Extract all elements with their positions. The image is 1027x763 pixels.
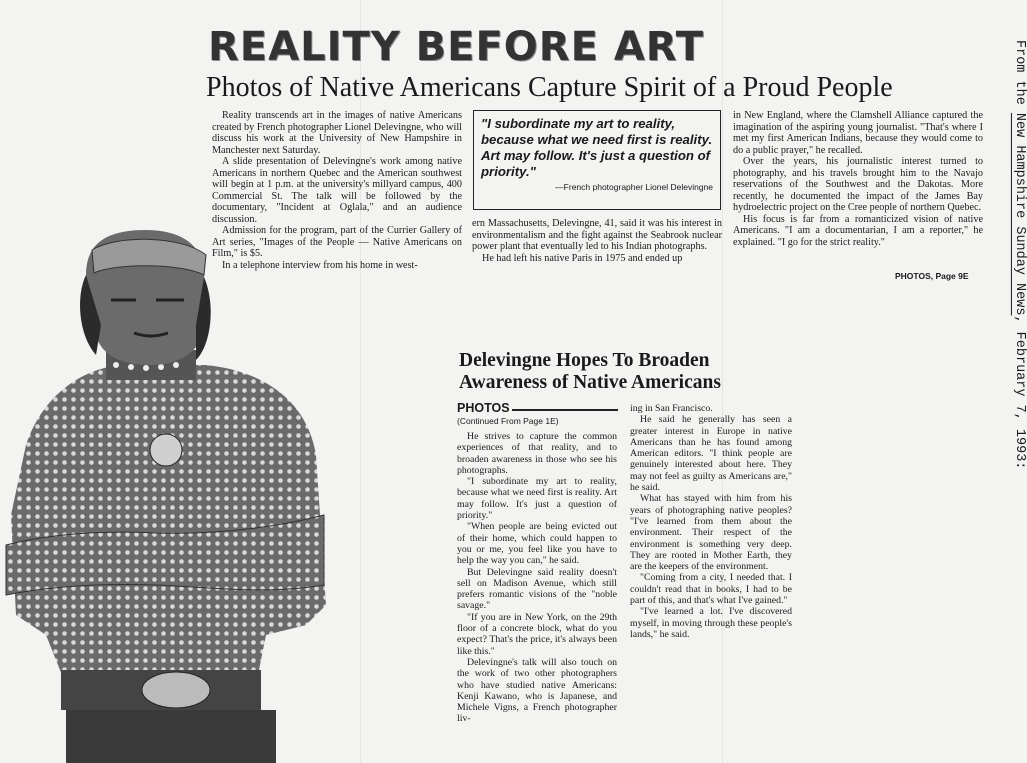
paragraph: He said he generally has seen a greater interest in Europe in native Americans than he has found among American editors. "I think people are genuinely interested about here. They may not feel as guilty as Americans are," he said. [630, 414, 792, 494]
kicker-title: REALITY BEFORE ART [208, 24, 705, 70]
paragraph: A slide presentation of Delevingne's work among native Americans in northern Quebec and the American southwest will begin at 1 p.m. at the university's millyard campus, 400 Commercial St. The talk will be followed by the documentary, "Incident at Oglala," and an audience discussion. [212, 156, 462, 225]
jump-line: PHOTOS, Page 9E [895, 271, 969, 281]
source-prefix: From the [1012, 40, 1027, 113]
subheadline: Delevingne Hopes To Broaden Awareness of Native Americans [459, 350, 721, 393]
paragraph: His focus is far from a romanticized vision of native Americans. "I am a documentarian, I am a reporter," he explained. "I go for the strict reality." [733, 213, 983, 248]
paragraph: "If you are in New York, on the 29th floor of a concrete block, what do you expect? That's the price, it's always been like this." [457, 611, 617, 657]
continued-column-left [457, 431, 617, 725]
paragraph: Delevingne's talk will also touch on the work of two other photographers who have studied native Americans: Kenji Kawano, who is Japanese, and Michele Vigns, a French photographer liv- [457, 656, 617, 725]
paragraph: Admission for the program, part of the Currier Gallery of Art series, "Images of the People — Native Americans on Film," is $5. [212, 225, 462, 259]
paragraph: Over the years, his journalistic interest turned to photography, and his travels brought him to the Navajo reservations of the Southwest and the Dakotas. More recently, he documented the impact of the James Bay hydroelectric project on the Cree people of northern Quebec. [733, 156, 983, 213]
paragraph: "When people are being evicted out of their home, which could happen to you or me, you feel like you have to help the way you can," he said. [457, 521, 617, 567]
right-column [733, 110, 983, 248]
pull-quote [473, 110, 721, 210]
source-date: , February 7, 1993: [1012, 315, 1027, 470]
paragraph: "Coming from a city, I needed that. I couldn't read that in books, I had to be part of this, and that's what I've gained." [630, 572, 792, 607]
paragraph: "I subordinate my art to reality, because what we need first is reality. Art may follow. It's just a question of priority." [457, 476, 617, 522]
continued-from: (Continued From Page 1E) [457, 416, 559, 426]
middle-column [472, 218, 722, 264]
paragraph: ing in San Francisco. [630, 403, 713, 414]
paragraph: Reality transcends art in the images of native Americans created by French photographer Lionel Delevingne, who will discuss his work at the University of New Hampshire in Manchester next Saturday. [212, 110, 462, 156]
paragraph: He strives to capture the common experiences of that reality, and to broaden awareness in those who see his photographs. [457, 431, 617, 476]
paragraph: He had left his native Paris in 1975 and ended up [482, 252, 683, 264]
paragraph: in New England, where the Clamshell Alliance captured the imagination of the aspiring young journalist. "That's where I met my first American Indians, because they would come to do a public prayer," he recalled. [733, 110, 983, 156]
paragraph: In a telephone interview from his home in west- [222, 259, 418, 271]
divider [512, 409, 618, 411]
pull-quote-attribution: —French photographer Lionel Delevingne [555, 182, 713, 192]
headline: Photos of Native Americans Capture Spirit of a Proud People [206, 72, 893, 103]
newspaper-name: New Hampshire Sunday News [1012, 112, 1027, 316]
section-tag: PHOTOS [457, 401, 510, 415]
paragraph: ern Massachusetts, Delevingne, 41, said it was his interest in environmentalism and the fight against the Seabrook nuclear power plant that eventually led to his Indian photographs. [472, 218, 722, 252]
paragraph: But Delevingne said reality doesn't sell on Madison Avenue, which still prefers romantic visions of the "noble savage." [457, 566, 617, 612]
paragraph: What has stayed with him from his years of photographing native peoples? "I've learned from them about the environment. Their respect of the environment is something very deep. They are rooted in Mother Earth, they are the keepers of the environment. [630, 493, 792, 573]
source-note [1003, 40, 1027, 469]
continued-column-right [630, 403, 792, 640]
pull-quote-text: "I subordinate my art to reality, because what we need first is reality. Art may follow. It's just a question of priority." [481, 116, 713, 179]
paragraph: "I've learned a lot. I've discovered myself, in moving through these people's lands," he said. [630, 606, 792, 640]
portrait-photo [6, 215, 326, 763]
